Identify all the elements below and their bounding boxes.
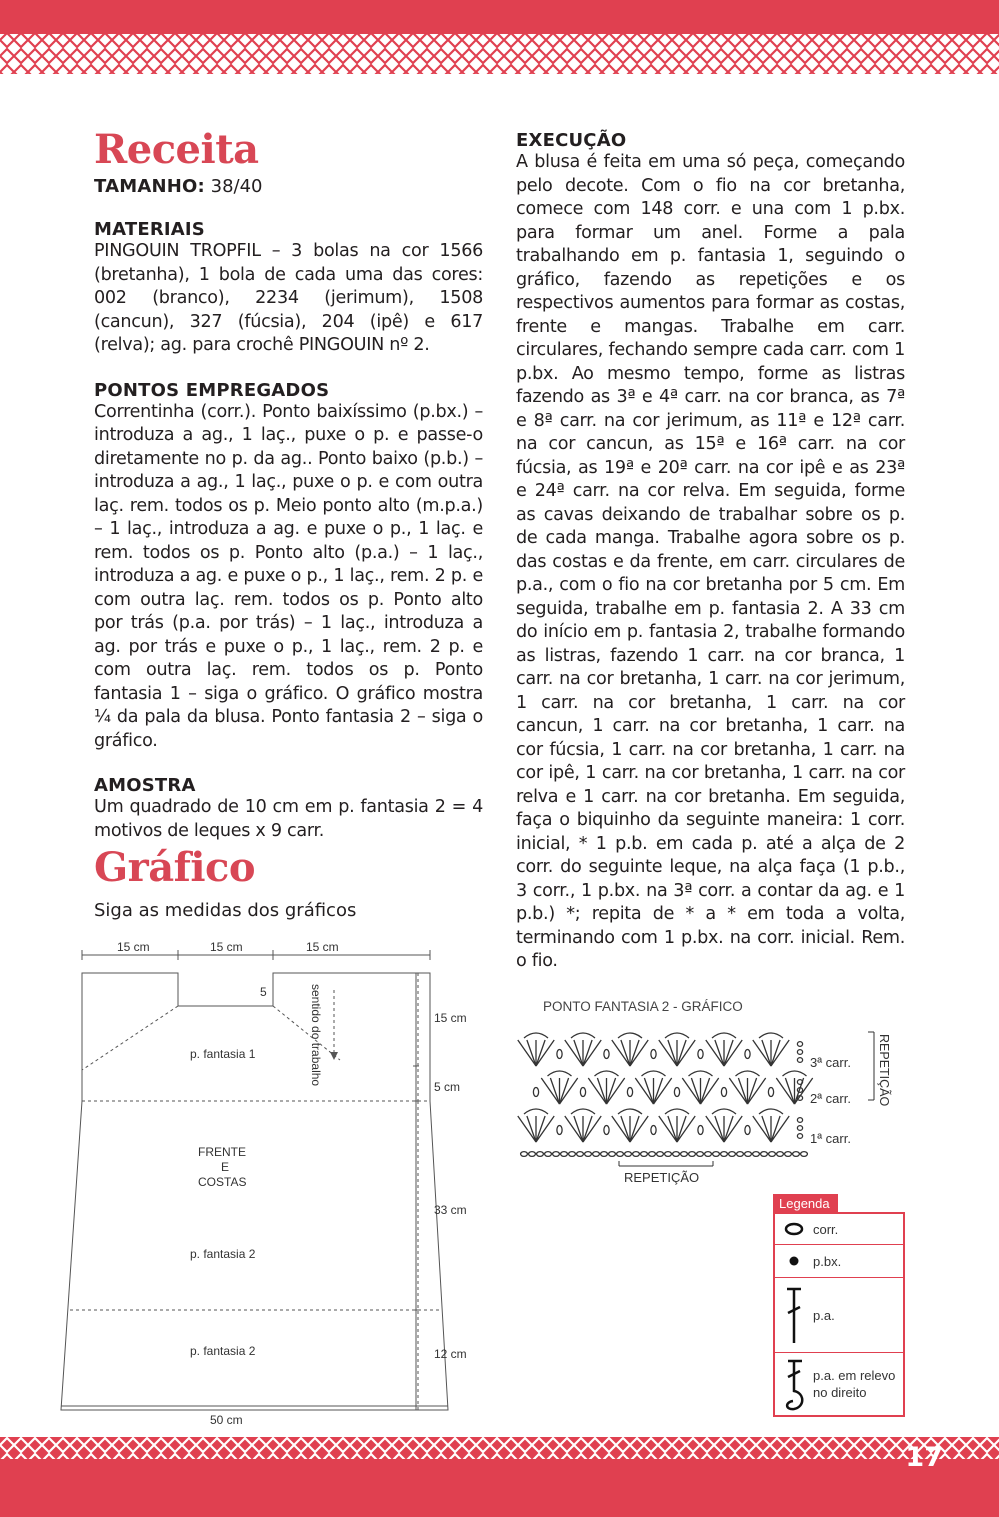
double-crochet-icon [775,1283,813,1347]
gauge-section [94,775,483,843]
arrow-down-icon [330,1052,338,1060]
body-label-2: E [221,1160,230,1174]
grafico-block [94,844,483,921]
repeat-horizontal-label: REPETIÇÃO [624,1170,700,1185]
legend-label-pbx: p.bx. [813,1253,842,1269]
chain-oval-icon [775,1219,813,1239]
repeat-vertical-label: REPETIÇÃO [877,1034,891,1107]
legend-label-pa: p.a. [813,1307,835,1323]
execution-text: A blusa é feita em uma só peça, começando pelo decote. Com o fio na cor bretanha, comece com 148 corr. e una com 1 p.bx. para formar um anel. Forme a pala trabalhando em p. fantasia 1, seguindo o gráfico, fazendo as repetições e os respectivos aumentos para formar as costas, frente e mangas. Trabalhe em carr. circulares, fechando sempre cada carr. com 1 p.bx. Ao mesmo tempo, forme as listras fazendo as 3ª e 4ª carr. na cor branca, as 7ª e 8ª carr. na cor jerimum, as 11ª e 12ª carr. na cor cancun, as 15ª e 16ª carr. na cor fúcsia, as 19ª e 20ª carr. na cor ipê e as 23ª e 24ª carr. na cor relva. Em seguida, forme as cavas deixando de trabalhar sobre os p. de cada manga. Trabalhe agora sobre os p. das costas e da frente, em carr. circulares de p.a., com o fio na cor bretanha por 5 cm. Em seguida, trabalhe em p. fantasia 2. A 33 cm do início em p. fantasia 2, trabalhe formando as listras, fazendo 1 carr. na cor branca, 1 carr. na cor bretanha, 1 carr. na cor jerimum, 1 carr. na cor bretanha, 1 carr. na cor cancun, 1 carr. na cor bretanha, 1 carr. na cor fúcsia, 1 carr. na cor bretanha, 1 carr. na cor ipê, 1 carr. na cor bretanha, 1 carr. na cor relva e 1 carr. na cor bretanha. Em seguida, faça o biquinho da seguinte maneira: 1 corr. inicial, * 1 p.b. em cada p. até a alça de 2 corr. do seguinte leque, na alça faça (1 p.b., 3 corr., 1 p.bx. na 3ª corr. a contar da ag. e 1 p.b.) *; repita de * a * em toda a volta, terminando com 1 p.bx. na corr. inicial. Rem. o fio. [516,152,905,971]
body-label-3: COSTAS [198,1175,247,1189]
stitch-chart [516,990,906,1195]
stitch-chart-title: PONTO FANTASIA 2 - GRÁFICO [543,999,743,1014]
legend [773,1193,905,1417]
size-line [94,176,483,197]
legend-box [773,1212,905,1417]
legend-label-corr: corr. [813,1221,839,1237]
zone-label-3: p. fantasia 2 [190,1344,256,1358]
materials-text: PINGOUIN TROPFIL – 3 bolas na cor 1566 (bretanha), 1 bola de cada uma das cores: 002 (branco), 2234 (jerimum), 1508 (cancun), 327 (fúcsia), 204 (ipê) e 617 (relva); ag. para crochê PINGOUIN nº 2. [94,241,483,355]
dot-icon [775,1251,813,1271]
stitches-label: PONTOS EMPREGADOS [94,379,330,401]
footer-bar [0,1459,999,1517]
grafico-title: Gráfico [94,844,256,891]
right-column [516,130,905,974]
gauge-label: AMOSTRA [94,775,196,796]
height-3: 33 cm [434,1203,467,1217]
legend-row-pa-relevo [775,1353,903,1415]
row-label-3: 3ª carr. [810,1055,851,1070]
body-label-1: FRENTE [198,1145,246,1159]
legend-row-pbx [775,1245,903,1278]
receita-title: Receita [94,126,259,173]
zone-label-2: p. fantasia 2 [190,1247,256,1261]
row-label-1: 1ª carr. [810,1131,851,1146]
size-label: TAMANHO: [94,176,205,197]
legend-title: Legenda [773,1194,838,1212]
legend-label-pa-relevo-line1: p.a. em relevo [813,1368,896,1383]
row-label-2: 2ª carr. [810,1091,851,1106]
bottom-decorative-border [0,1437,999,1461]
height-1: 15 cm [434,1011,467,1025]
materials-section [94,219,483,358]
work-direction-label: sentido do trabalho [309,984,323,1087]
front-post-double-crochet-icon [775,1355,813,1413]
top-width-2: 15 cm [210,940,243,954]
materials-label: MATERIAIS [94,219,205,240]
bottom-width: 50 cm [210,1413,243,1427]
page-number: 17 [905,1442,943,1473]
gauge-text: Um quadrado de 10 cm em p. fantasia 2 = 4 motivos de leques x 9 carr. [94,797,483,841]
top-decorative-border [0,0,999,78]
stitches-text: Correntinha (corr.). Ponto baixíssimo (p.bx.) – introduza a ag., 1 laç., puxe o p. e passe-o diretamente no p. da ag.. Ponto baixo (p.b.) – introduza a ag., 1 laç., puxe o p. e com outra laç. rem. todos os p. Meio ponto alto (m.p.a.) – 1 laç., introduza a ag. e puxe o p., 1 laç. e rem. todos os p. Ponto alto (p.a.) – 1 laç., introduza a ag. e puxe o p., 1 laç., rem. 2 p. e com outra laç. rem. todos os p. Ponto alto por trás (p.a. por trás) – 1 laç., introduza a ag. por trás e puxe o p., 1 laç., rem. 2 p. e com outra laç. rem. todos os p. Ponto fantasia 1 – siga o gráfico. O gráfico mostra ¼ da pala da blusa. Ponto fantasia 2 – siga o gráfico. [94,401,483,751]
size-value: 38/40 [204,176,263,197]
legend-row-corr [775,1212,903,1245]
stitch-chart-symbols [516,1033,813,1156]
grafico-subtitle: Siga as medidas dos gráficos [94,900,357,921]
legend-label-pa-relevo-line2: no direito [813,1385,867,1400]
garment-schematic [40,930,490,1430]
legend-label-pa-relevo [813,1367,895,1401]
stitches-section [94,380,483,754]
top-width-3: 15 cm [306,940,339,954]
execution-label: EXECUÇÃO [516,130,627,151]
legend-row-pa [775,1278,903,1353]
neck-depth: 5 [260,985,267,999]
top-width-1: 15 cm [117,940,150,954]
left-column [94,126,483,843]
zone-label-1: p. fantasia 1 [190,1047,256,1061]
height-4: 12 cm [434,1347,467,1361]
height-2: 5 cm [434,1080,461,1094]
